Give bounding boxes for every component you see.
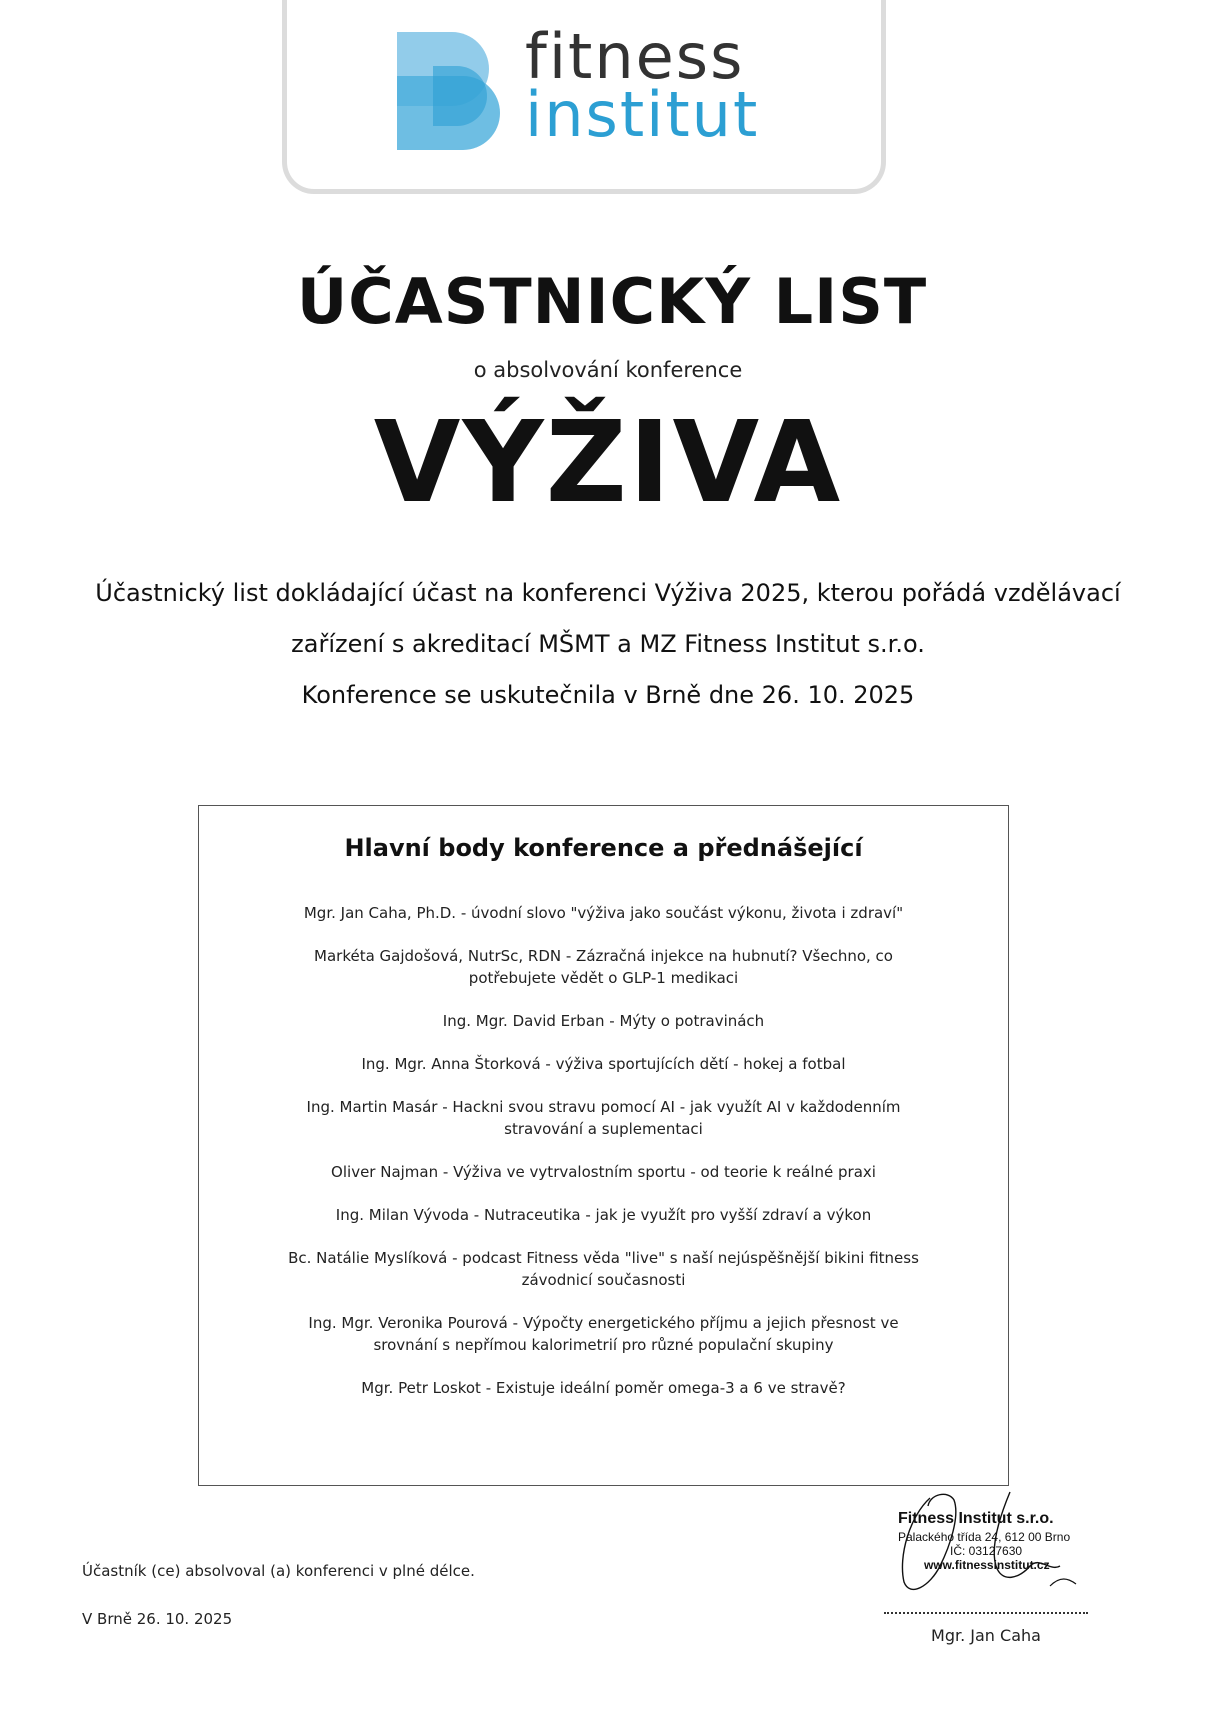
- talk-item: Ing. Mgr. Veronika Pourová - Výpočty energetického příjmu a jejich přesnost ve srovnání s nepřímou kalorimetrií pro různé populační skupiny: [308, 1314, 899, 1354]
- talk-item: Bc. Natálie Myslíková - podcast Fitness věda "live" s naší nejúspěšnější bikini fitness závodnicí současnosti: [288, 1249, 919, 1289]
- certificate-subtitle: o absolvování konference: [473, 358, 743, 382]
- stamp-web: www.fitnessinstitut.cz: [924, 1558, 1050, 1572]
- company-stamp: [890, 1486, 1090, 1596]
- lead-paragraph: [40, 568, 1176, 721]
- logo-word-fitness: fitness: [525, 20, 745, 93]
- lead-line: zařízení s akreditací MŠMT a MZ Fitness Institut s.r.o.: [291, 630, 925, 658]
- talk-item: Markéta Gajdošová, NutrSc, RDN - Zázračná injekce na hubnutí? Všechno, co potřebujete vědět o GLP-1 medikaci: [314, 947, 893, 987]
- signatory-name: Mgr. Jan Caha: [931, 1626, 1041, 1645]
- talk-item: Oliver Najman - Výživa ve vytrvalostním sportu - od teorie k reálné praxi: [331, 1163, 876, 1181]
- fitness-institut-logo-icon: [397, 32, 515, 150]
- lead-line: Účastnický list dokládající účast na konferenci Výživa 2025, kterou pořádá vzdělávací: [95, 579, 1121, 607]
- talk-item: Ing. Martin Masár - Hackni svou stravu pomocí AI - jak využít AI v každodenním stravování a suplementaci: [306, 1098, 901, 1138]
- stamp-ico: IČ: 03127630: [950, 1544, 1023, 1558]
- logo-tab: [282, 0, 886, 194]
- program-box: [198, 805, 1009, 1486]
- completion-statement: Účastník (ce) absolvoval (a) konferenci v plné délce.: [82, 1562, 475, 1580]
- talk-item: Ing. Mgr. Anna Štorková - výživa sportujících dětí - hokej a fotbal: [361, 1055, 846, 1073]
- talk-item: Ing. Mgr. David Erban - Mýty o potravinách: [442, 1012, 765, 1030]
- signature-line: [884, 1612, 1088, 1614]
- stamp-address: Palackého třída 24, 612 00 Brno: [898, 1530, 1071, 1544]
- talk-item: Mgr. Petr Loskot - Existuje ideální poměr omega-3 a 6 ve stravě?: [361, 1379, 846, 1397]
- talk-list: [199, 902, 1008, 1420]
- talk-item: Ing. Milan Vývoda - Nutraceutika - jak je využít pro vyšší zdraví a výkon: [335, 1206, 872, 1224]
- talk-item: Mgr. Jan Caha, Ph.D. - úvodní slovo "výživa jako součást výkonu, života i zdraví": [303, 904, 904, 922]
- conference-name: VÝŽIVA: [373, 398, 843, 528]
- logo-word-institut: institut: [525, 78, 760, 151]
- stamp-company: Fitness Institut s.r.o.: [898, 1510, 1054, 1527]
- certificate-title: ÚČASTNICKÝ LIST: [296, 265, 928, 338]
- program-heading: Hlavní body konference a přednášející: [344, 834, 863, 862]
- place-date: V Brně 26. 10. 2025: [82, 1610, 233, 1628]
- lead-line: Konference se uskutečnila v Brně dne 26. 10. 2025: [301, 681, 915, 709]
